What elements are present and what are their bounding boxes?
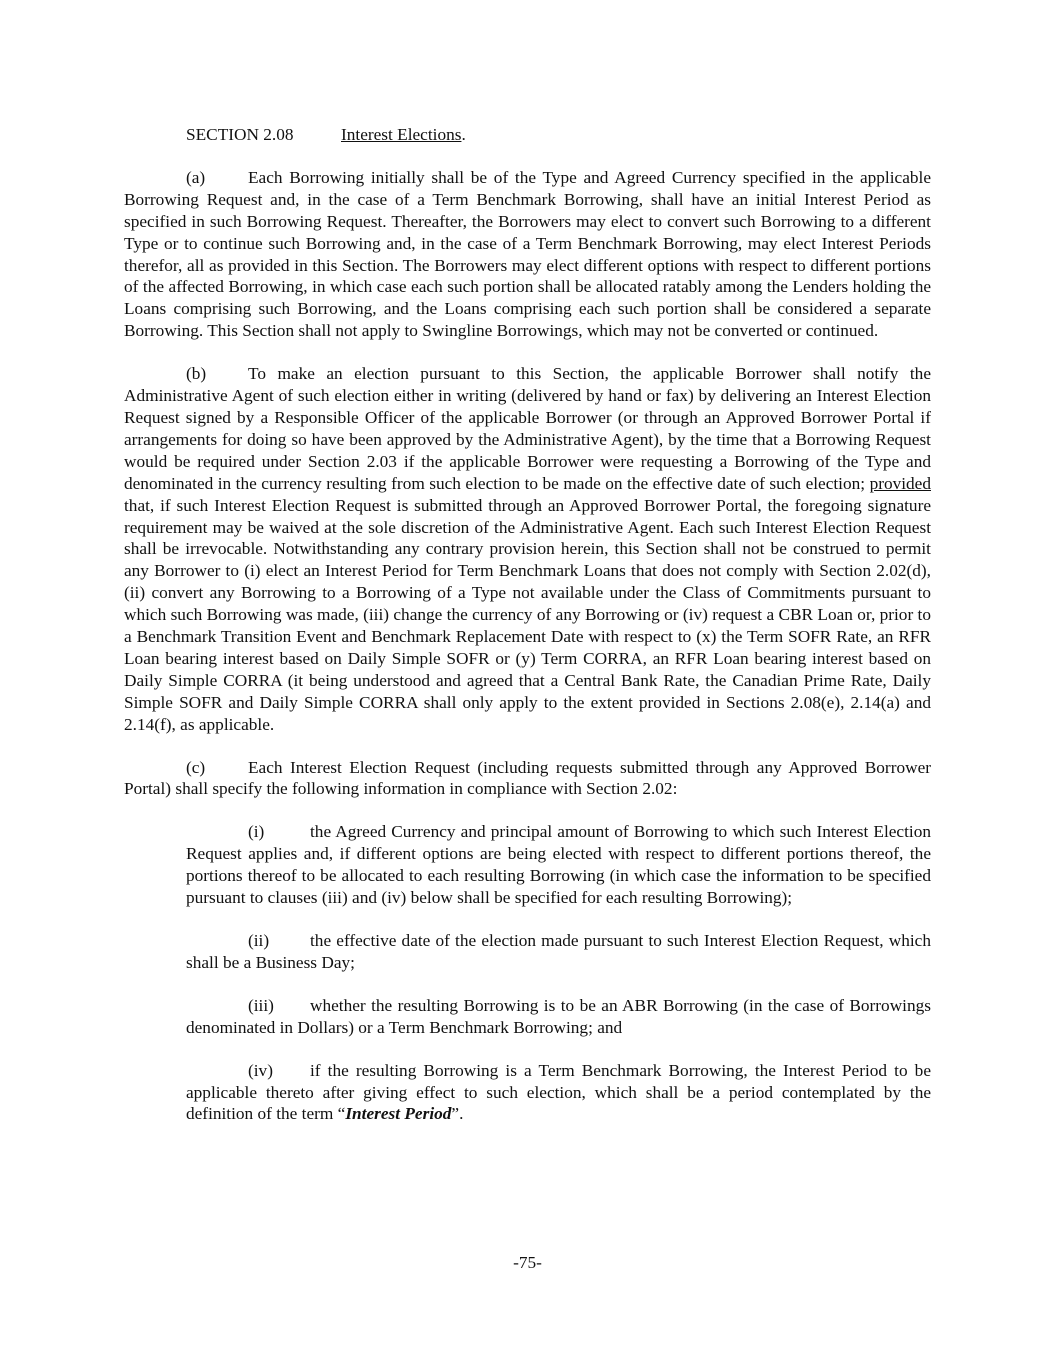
clause-ii-label: (ii) xyxy=(248,931,270,950)
clause-i-text: the Agreed Currency and principal amount of Borrowing to which such Interest Election Request applies and, if different options are being elected with respect to different portions thereof, the portions thereof to be allocated to each resulting Borrowing (in which case the information to be specified pursuant to clauses (iii) and (iv) below shall be specified for each resulting Borrowing); xyxy=(186,822,931,908)
paragraph-c-text: Each Interest Election Request (including requests submitted through any Approved Borrower Portal) shall specify the following information in compliance with Section 2.02: xyxy=(124,757,931,799)
paragraph-a xyxy=(124,167,931,342)
defined-term-interest-period: Interest Period xyxy=(345,1104,452,1124)
paragraph-b xyxy=(124,363,931,735)
clause-iv-label: (iv) xyxy=(248,1060,273,1080)
clause-iii xyxy=(186,995,931,1039)
clause-iii-label: (iii) xyxy=(248,995,274,1015)
clause-ii-text: the effective date of the election made pursuant to such Interest Election Request, which shall be a Business Day; xyxy=(186,931,931,972)
section-heading xyxy=(124,124,931,146)
section-title: Interest Elections xyxy=(341,125,462,144)
clause-iv-text-1: if the resulting Borrowing is a Term Benchmark Borrowing, the Interest Period to be applicable thereto after giving effect to such election, which shall be a period contemplated by the definition of the term “ xyxy=(186,1060,931,1124)
provided-term: provided xyxy=(869,473,931,493)
clause-i xyxy=(186,821,931,909)
clause-iii-text: whether the resulting Borrowing is to be an ABR Borrowing (in the case of Borrowings denominated in Dollars) or a Term Benchmark Borrowing; and xyxy=(186,995,931,1037)
document-page xyxy=(124,124,931,1146)
paragraph-c xyxy=(124,757,931,801)
paragraph-a-text: Each Borrowing initially shall be of the Type and Agreed Currency specified in the applicable Borrowing Request and, in the case of a Term Benchmark Borrowing, shall have an initial Interest Period as specified in such Borrowing Request. Thereafter, the Borrowers may elect to convert such Borrowing to a different Type or to continue such Borrowing and, in the case of a Term Benchmark Borrowing, may elect Interest Periods therefor, all as provided in this Section. The Borrowers may elect different options with respect to different portions of the affected Borrowing, in which case each such portion shall be allocated ratably among the Lenders holding the Loans comprising such Borrowing, and the Loans comprising each such portion shall be considered a separate Borrowing. This Section shall not apply to Swingline Borrowings, which may not be converted or continued. xyxy=(124,167,931,341)
section-number: SECTION 2.08 xyxy=(186,125,294,144)
clause-iv xyxy=(186,1060,931,1126)
paragraph-b-label: (b) xyxy=(186,364,207,384)
paragraph-c-label: (c) xyxy=(186,757,206,777)
page-number: -75- xyxy=(513,1253,542,1272)
paragraph-b-text-1: To make an election pursuant to this Section, the applicable Borrower shall notify the Administrative Agent of such election either in writing (delivered by hand or fax) by delivering an Interest Election Request signed by a Responsible Officer of the applicable Borrower (or through an Approved Borrower Portal if arrangements for doing so have been approved by the Administrative Agent), by the time that a Borrowing Request would be required under Section 2.03 if the applicable Borrower were requesting a Borrowing of the Type and denominated in the currency resulting from such election to be made on the effective date of such election; xyxy=(124,364,931,493)
clause-iv-text-2: ”. xyxy=(451,1104,464,1124)
clause-ii xyxy=(186,930,931,974)
clause-i-label: (i) xyxy=(248,822,265,842)
paragraph-b-text-2: that, if such Interest Election Request is submitted through an Approved Borrower Portal, the foregoing signature requirement may be waived at the sole discretion of the Administrative Agent. Each such Interest Election Request shall be irrevocable. Notwithstanding any contrary provision herein, this Section shall not be construed to permit any Borrower to (i) elect an Interest Period for Term Benchmark Loans that does not comply with Section 2.02(d), (ii) convert any Borrowing to a Borrowing of a Type not available under the Class of Commitments pursuant to which such Borrowing was made, (iii) change the currency of any Borrowing or (iv) request a CBR Loan or, prior to a Benchmark Transition Event and Benchmark Replacement Date with respect to (x) the Term SOFR Rate, an RFR Loan bearing interest based on Daily Simple SOFR or (y) Term CORRA, an RFR Loan bearing interest based on Daily Simple CORRA (it being understood and agreed that a Central Bank Rate, the Canadian Prime Rate, Daily Simple SOFR and Daily Simple CORRA shall only apply to the extent provided in Sections 2.08(e), 2.14(a) and 2.14(f), as applicable. xyxy=(124,495,931,734)
section-title-period: . xyxy=(461,125,466,144)
paragraph-a-label: (a) xyxy=(186,167,206,187)
